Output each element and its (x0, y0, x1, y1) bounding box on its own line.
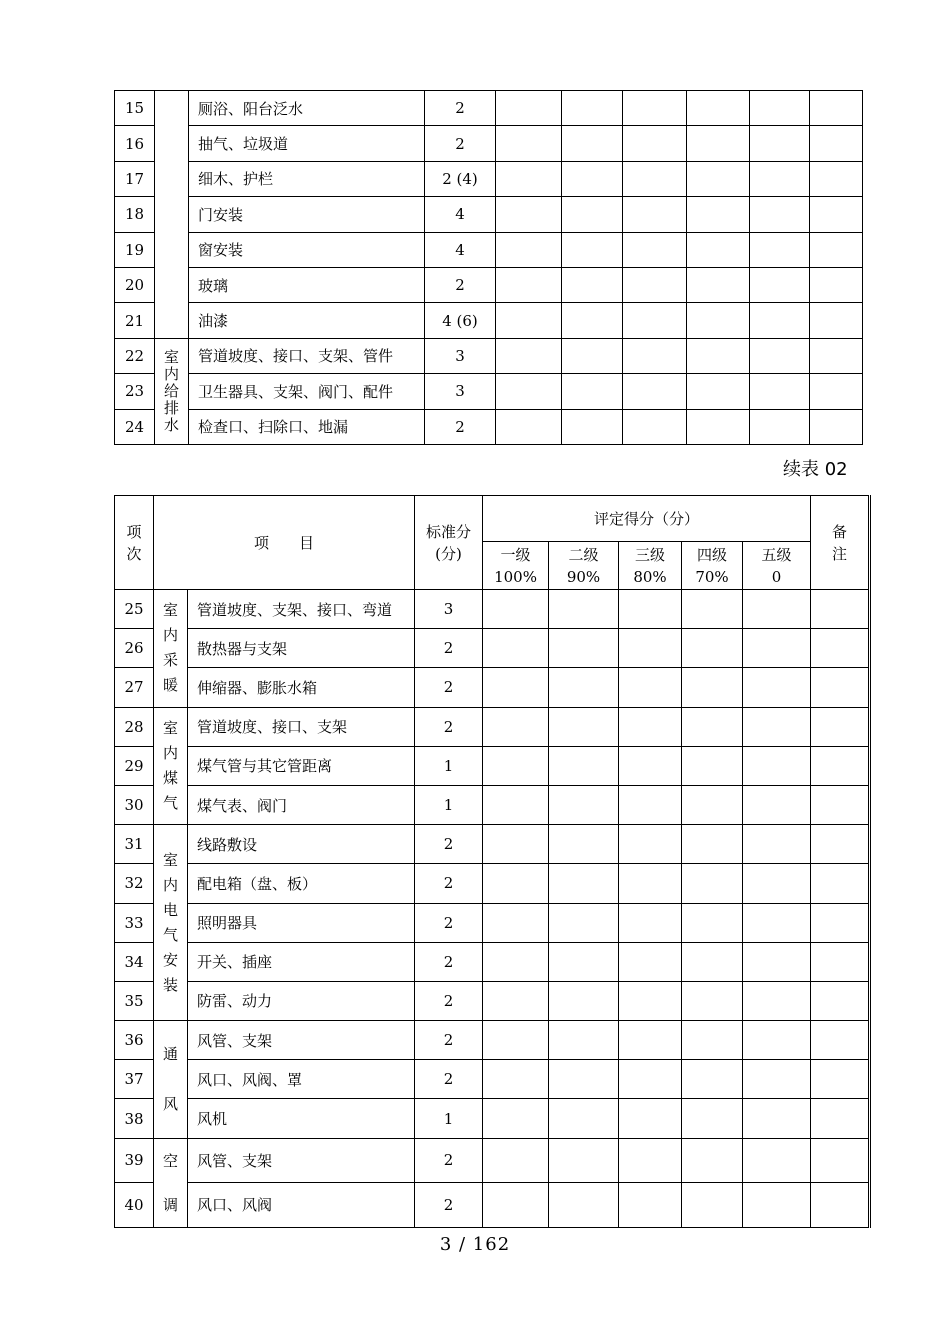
row-item: 伸缩器、膨胀水箱 (188, 668, 415, 707)
row-item: 检查口、扫除口、地漏 (189, 409, 425, 444)
row-number: 33 (115, 903, 154, 942)
row-number: 21 (115, 303, 155, 338)
category-electrical: 室 内 电 气 安 装 (154, 825, 188, 1021)
row-item: 细木、护栏 (189, 161, 425, 196)
row-number: 22 (115, 338, 155, 373)
category-ventilation: 通 风 (154, 1021, 188, 1139)
row-standard-score: 2 (425, 409, 496, 444)
row-item: 卫生器具、支架、阀门、配件 (189, 374, 425, 409)
row-item: 窗安装 (189, 232, 425, 267)
table-row (115, 942, 870, 981)
row-number: 39 (115, 1138, 154, 1183)
table-row (115, 91, 863, 126)
row-number: 28 (115, 707, 154, 746)
category-cell (155, 91, 189, 339)
row-number: 32 (115, 864, 154, 903)
row-item: 煤气管与其它管距离 (188, 746, 415, 785)
row-number: 26 (115, 629, 154, 668)
row-standard-score: 4 (425, 232, 496, 267)
row-number: 18 (115, 197, 155, 232)
row-number: 15 (115, 91, 155, 126)
row-number: 17 (115, 161, 155, 196)
header-row (115, 496, 870, 542)
table-row (115, 707, 870, 746)
category-heating: 室 内 采 暖 (154, 590, 188, 708)
grade-2: 二级 90% (549, 542, 619, 590)
header-seq: 项 次 (115, 496, 154, 590)
row-number: 30 (115, 785, 154, 824)
row-standard-score: 2 (425, 91, 496, 126)
row-item: 抽气、垃圾道 (189, 126, 425, 161)
table-row (115, 981, 870, 1020)
row-standard-score: 1 (415, 1099, 483, 1138)
header-standard-score: 标准分 (分) (415, 496, 483, 590)
row-standard-score: 2 (415, 1183, 483, 1228)
row-number: 34 (115, 942, 154, 981)
row-standard-score: 3 (425, 374, 496, 409)
table-row (115, 746, 870, 785)
row-number: 38 (115, 1099, 154, 1138)
table-row (115, 338, 863, 373)
row-standard-score: 4 (6) (425, 303, 496, 338)
table-row (115, 590, 870, 629)
row-item: 风管、支架 (188, 1138, 415, 1183)
grade-3: 三级 80% (619, 542, 682, 590)
header-remark: 备 注 (811, 496, 870, 590)
row-standard-score: 2 (415, 1021, 483, 1060)
row-item: 煤气表、阀门 (188, 785, 415, 824)
row-item: 门安装 (189, 197, 425, 232)
table-row (115, 1021, 870, 1060)
table-row (115, 825, 870, 864)
table-row (115, 409, 863, 444)
row-number: 40 (115, 1183, 154, 1228)
row-number: 36 (115, 1021, 154, 1060)
row-standard-score: 2 (425, 126, 496, 161)
row-item: 风口、风阀 (188, 1183, 415, 1228)
category-water-supply-drainage: 室 内 给 排 水 (155, 338, 189, 444)
row-standard-score: 2 (415, 903, 483, 942)
row-number: 29 (115, 746, 154, 785)
table-row (115, 1099, 870, 1138)
page-indicator: 3 / 162 (439, 1234, 511, 1255)
continuation-table-top (114, 90, 863, 445)
row-standard-score: 2 (415, 864, 483, 903)
table-row (115, 267, 863, 302)
row-standard-score: 2 (415, 668, 483, 707)
table-row (115, 197, 863, 232)
row-item: 风口、风阀、罩 (188, 1060, 415, 1099)
row-item: 散热器与支架 (188, 629, 415, 668)
row-number: 19 (115, 232, 155, 267)
table-row (115, 161, 863, 196)
header-evaluation: 评定得分（分） (483, 496, 811, 542)
table-row (115, 232, 863, 267)
table-row (115, 864, 870, 903)
grade-4: 四级 70% (682, 542, 743, 590)
row-standard-score: 2 (425, 267, 496, 302)
row-item: 风机 (188, 1099, 415, 1138)
row-item: 油漆 (189, 303, 425, 338)
row-number: 35 (115, 981, 154, 1020)
table-row (115, 1138, 870, 1183)
row-item: 管道坡度、支架、接口、弯道 (188, 590, 415, 629)
table-row (115, 668, 870, 707)
row-number: 16 (115, 126, 155, 161)
table-row (115, 1060, 870, 1099)
row-standard-score: 2 (415, 707, 483, 746)
row-standard-score: 2 (415, 1060, 483, 1099)
row-item: 防雷、动力 (188, 981, 415, 1020)
row-number: 20 (115, 267, 155, 302)
row-standard-score: 2 (415, 942, 483, 981)
row-standard-score: 2 (415, 981, 483, 1020)
row-standard-score: 1 (415, 785, 483, 824)
table-row (115, 374, 863, 409)
row-standard-score: 4 (425, 197, 496, 232)
table-row (115, 903, 870, 942)
row-number: 27 (115, 668, 154, 707)
table-row (115, 1183, 870, 1228)
row-number: 37 (115, 1060, 154, 1099)
row-number: 25 (115, 590, 154, 629)
row-number: 23 (115, 374, 155, 409)
table-row (115, 303, 863, 338)
category-air-conditioning: 空 调 (154, 1138, 188, 1227)
header-item: 项 目 (154, 496, 415, 590)
row-standard-score: 3 (425, 338, 496, 373)
row-standard-score: 2 (415, 629, 483, 668)
row-item: 配电箱（盘、板） (188, 864, 415, 903)
category-gas: 室 内 煤 气 (154, 707, 188, 825)
row-item: 开关、插座 (188, 942, 415, 981)
row-standard-score: 2 (415, 825, 483, 864)
row-item: 玻璃 (189, 267, 425, 302)
row-item: 照明器具 (188, 903, 415, 942)
table-row (115, 629, 870, 668)
row-standard-score: 2 (415, 1138, 483, 1183)
row-item: 风管、支架 (188, 1021, 415, 1060)
row-standard-score: 1 (415, 746, 483, 785)
row-item: 管道坡度、接口、支架、管件 (189, 338, 425, 373)
table-row (115, 785, 870, 824)
grade-1: 一级 100% (483, 542, 549, 590)
row-number: 24 (115, 409, 155, 444)
row-item: 厕浴、阳台泛水 (189, 91, 425, 126)
row-number: 31 (115, 825, 154, 864)
evaluation-table (114, 495, 871, 1228)
row-item: 管道坡度、接口、支架 (188, 707, 415, 746)
row-standard-score: 3 (415, 590, 483, 629)
row-standard-score: 2 (4) (425, 161, 496, 196)
row-item: 线路敷设 (188, 825, 415, 864)
grade-5: 五级 0 (743, 542, 811, 590)
table-caption: 续表 02 (783, 459, 848, 480)
table-row (115, 126, 863, 161)
